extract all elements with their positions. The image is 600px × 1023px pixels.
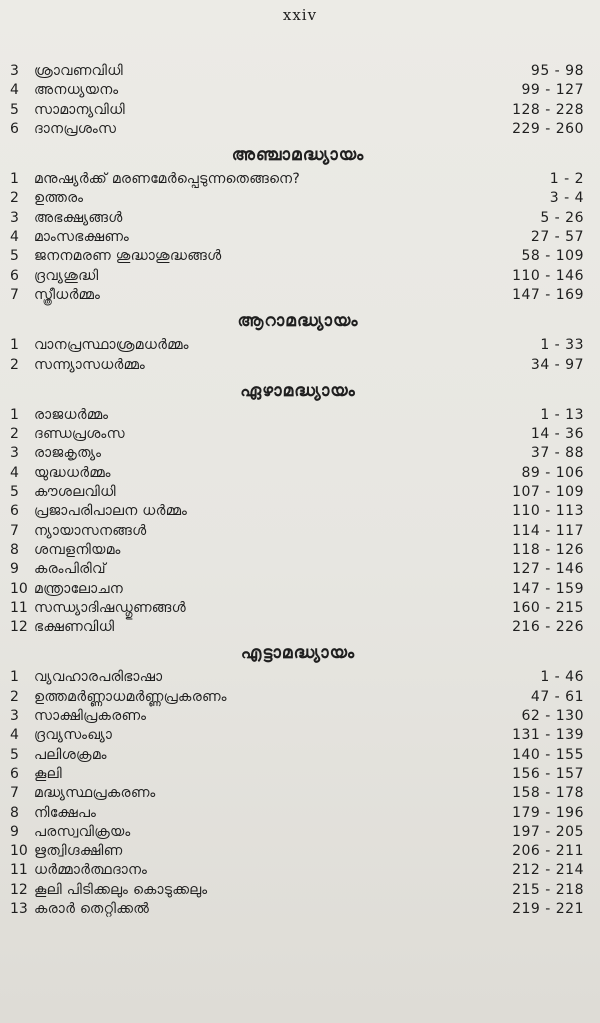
- entry-number: 8: [10, 804, 19, 821]
- entry-page-range: 34 - 97: [530, 356, 584, 373]
- entry-page-range: 99 - 127: [521, 82, 584, 99]
- entry-title: ഋത്വിഗ്ദക്ഷിണ: [34, 843, 123, 860]
- entry-title: അഭക്ഷ്യങ്ങൾ: [34, 209, 123, 226]
- entry-number: 6: [10, 765, 19, 782]
- entry-title: യുദ്ധധർമ്മം: [34, 464, 111, 481]
- entry-page-range: 5 - 26: [540, 209, 584, 226]
- toc-entry: [10, 425, 586, 444]
- toc-entry: [10, 784, 586, 803]
- entry-title: രാജധർമ്മം: [34, 406, 109, 423]
- entry-number: 1: [10, 337, 19, 354]
- toc-entry: [10, 726, 586, 745]
- toc-entry: [10, 120, 586, 139]
- entry-title: മാംസഭക്ഷണം: [34, 229, 130, 246]
- entry-page-range: 215 - 218: [512, 881, 584, 898]
- entry-page-range: 37 - 88: [530, 445, 584, 462]
- entry-number: 1: [10, 406, 19, 423]
- entry-title: ദാനപ്രശംസ: [34, 120, 117, 137]
- entry-number: 2: [10, 426, 19, 443]
- entry-page-range: 110 - 113: [512, 503, 584, 520]
- entry-number: 3: [10, 209, 19, 226]
- toc-entry: [10, 228, 586, 247]
- toc-entry: [10, 861, 586, 880]
- entry-number: 9: [10, 823, 19, 840]
- toc-entry: [10, 336, 586, 355]
- entry-title: പലിശക്രമം: [34, 746, 107, 763]
- entry-title: രാജകൃത്യം: [34, 445, 102, 462]
- entry-page-range: 114 - 117: [512, 522, 584, 539]
- entry-number: 7: [10, 785, 19, 802]
- toc-entry: [10, 688, 586, 707]
- toc-entry: [10, 267, 586, 286]
- chapter-heading: എട്ടാമദ്ധ്യായം: [240, 643, 356, 664]
- entry-title: കരംപിരിവ്: [34, 561, 106, 578]
- entry-page-range: 147 - 169: [512, 286, 584, 303]
- entry-number: 5: [10, 484, 19, 501]
- entry-page-range: 219 - 221: [512, 900, 584, 917]
- chapter-heading: അഞ്ചാമദ്ധ്യായം: [231, 145, 365, 166]
- entry-number: 8: [10, 541, 19, 558]
- entry-title: സന്ന്യാസധർമ്മം: [34, 356, 146, 373]
- entry-title: ജനനമരണ ശുദ്ധാശുദ്ധങ്ങൾ: [34, 248, 222, 265]
- entry-title: മനുഷ്യർക്ക് മരണമേർപ്പെടുന്നതെങ്ങനെ?: [34, 171, 301, 188]
- toc-entry: [10, 464, 586, 483]
- toc-entry: [10, 618, 586, 637]
- entry-title: നിക്ഷേപം: [34, 804, 97, 821]
- entry-title: ന്യായാസനങ്ങൾ: [34, 522, 147, 539]
- entry-page-range: 95 - 98: [530, 63, 584, 79]
- entry-number: 4: [10, 82, 19, 99]
- entry-number: 5: [10, 248, 19, 265]
- toc-entry: [10, 101, 586, 120]
- entry-title: ശമ്പളനിയമം: [34, 541, 121, 558]
- toc-entry: [10, 406, 586, 425]
- entry-title: ധർമ്മാർത്ഥദാനം: [34, 862, 148, 879]
- entry-page-range: 58 - 109: [521, 248, 584, 265]
- entry-title: ദ്രവ്യസംഖ്യാ: [34, 727, 113, 744]
- toc-entry: [10, 81, 586, 100]
- table-of-contents: [10, 62, 586, 919]
- toc-entry: [10, 900, 586, 919]
- entry-number: 4: [10, 464, 19, 481]
- entry-number: 4: [10, 727, 19, 744]
- toc-entry: [10, 62, 586, 81]
- entry-title: മദ്ധ്യസ്ഥപ്രകരണം: [34, 785, 156, 802]
- entry-page-range: 147 - 159: [512, 580, 584, 597]
- entry-number: 2: [10, 688, 19, 705]
- toc-entry: [10, 209, 586, 228]
- entry-number: 7: [10, 522, 19, 539]
- entry-title: ഭക്ഷണവിധി: [34, 619, 115, 636]
- entry-number: 2: [10, 190, 19, 207]
- entry-title: സന്ധ്യാദിഷഡ്ഗുണങ്ങൾ: [34, 599, 186, 616]
- page-number: xxiv: [282, 6, 318, 24]
- toc-entry: [10, 444, 586, 463]
- entry-number: 10: [10, 843, 28, 860]
- entry-title: ദണ്ഡപ്രശംസ: [34, 426, 125, 443]
- entry-page-range: 229 - 260: [512, 120, 584, 137]
- entry-title: പരസ്വവിക്രയം: [34, 823, 131, 840]
- entry-page-range: 47 - 61: [530, 688, 584, 705]
- entry-number: 10: [10, 580, 28, 597]
- toc-entry: [10, 823, 586, 842]
- entry-number: 3: [10, 63, 19, 79]
- entry-number: 9: [10, 561, 19, 578]
- entry-page-range: 179 - 196: [512, 804, 584, 821]
- entry-number: 11: [10, 599, 28, 616]
- toc-entry: [10, 483, 586, 502]
- entry-number: 12: [10, 619, 28, 636]
- entry-page-range: 89 - 106: [521, 464, 584, 481]
- entry-page-range: 1 - 46: [540, 669, 584, 686]
- entry-page-range: 110 - 146: [512, 267, 584, 284]
- entry-page-range: 118 - 126: [512, 541, 584, 558]
- entry-title: പ്രജാപരിപാലന ധർമ്മം: [34, 503, 188, 520]
- entry-title: കരാർ തെറ്റിക്കൽ: [34, 900, 150, 917]
- entry-number: 5: [10, 101, 19, 118]
- entry-title: വ്യവഹാരപരിഭാഷാ: [34, 669, 163, 686]
- entry-page-range: 156 - 157: [512, 765, 584, 782]
- toc-entry: [10, 170, 586, 189]
- entry-number: 11: [10, 862, 28, 879]
- entry-number: 7: [10, 286, 19, 303]
- entry-page-range: 140 - 155: [512, 746, 584, 763]
- toc-entry: [10, 189, 586, 208]
- entry-title: കൂലി പിടിക്കലും കൊടുക്കലും: [34, 881, 208, 898]
- entry-title: വാനപ്രസ്ഥാശ്രമധർമ്മം: [34, 337, 189, 354]
- entry-page-range: 160 - 215: [512, 599, 584, 616]
- entry-number: 4: [10, 229, 19, 246]
- entry-number: 6: [10, 267, 19, 284]
- entry-number: 12: [10, 881, 28, 898]
- toc-entry: [10, 560, 586, 579]
- toc-entry: [10, 746, 586, 765]
- entry-page-range: 62 - 130: [521, 708, 584, 725]
- entry-page-range: 1 - 2: [549, 171, 584, 188]
- entry-page-range: 1 - 13: [540, 406, 584, 423]
- entry-page-range: 206 - 211: [512, 843, 584, 860]
- entry-number: 1: [10, 171, 19, 188]
- entry-page-range: 158 - 178: [512, 785, 584, 802]
- entry-title: കൂലി: [34, 765, 62, 782]
- toc-entry: [10, 804, 586, 823]
- entry-number: 5: [10, 746, 19, 763]
- entry-page-range: 14 - 36: [530, 426, 584, 443]
- toc-entry: [10, 522, 586, 541]
- entry-number: 1: [10, 669, 19, 686]
- entry-page-range: 27 - 57: [530, 229, 584, 246]
- entry-title: മന്ത്രാലോചന: [34, 580, 124, 597]
- toc-entry: [10, 356, 586, 375]
- entry-title: കൗശലവിധി: [34, 484, 116, 501]
- entry-title: അനധ്യയനം: [34, 82, 119, 99]
- entry-number: 13: [10, 900, 28, 917]
- entry-title: സാക്ഷിപ്രകരണം: [34, 708, 147, 725]
- entry-page-range: 216 - 226: [512, 619, 584, 636]
- toc-entry: [10, 707, 586, 726]
- entry-title: ഉത്തരം: [34, 190, 84, 207]
- entry-number: 6: [10, 120, 19, 137]
- toc-entry: [10, 286, 586, 305]
- entry-number: 2: [10, 356, 19, 373]
- entry-title: ഉത്തമർണ്ണാധമർണ്ണപ്രകരണം: [34, 688, 227, 705]
- toc-entry: [10, 502, 586, 521]
- toc-entry: [10, 580, 586, 599]
- toc-entry: [10, 765, 586, 784]
- entry-number: 3: [10, 445, 19, 462]
- toc-entry: [10, 541, 586, 560]
- toc-entry: [10, 881, 586, 900]
- entry-number: 3: [10, 708, 19, 725]
- entry-number: 6: [10, 503, 19, 520]
- entry-page-range: 197 - 205: [512, 823, 584, 840]
- entry-page-range: 212 - 214: [512, 862, 584, 879]
- toc-entry: [10, 599, 586, 618]
- entry-page-range: 128 - 228: [512, 101, 584, 118]
- chapter-heading: ആറാമദ്ധ്യായം: [237, 311, 359, 332]
- entry-page-range: 3 - 4: [549, 190, 584, 207]
- entry-page-range: 127 - 146: [512, 561, 584, 578]
- toc-entry: [10, 247, 586, 266]
- toc-entry: [10, 668, 586, 687]
- entry-title: സാമാന്യവിധി: [34, 101, 125, 118]
- entry-title: സ്ത്രീധർമ്മം: [34, 286, 101, 303]
- chapter-heading: ഏഴാമദ്ധ്യായം: [240, 380, 356, 401]
- entry-title: ദ്രവ്യശുദ്ധി: [34, 267, 99, 284]
- entry-title: ശ്രാവണവിധി: [34, 63, 123, 79]
- toc-entry: [10, 842, 586, 861]
- entry-page-range: 131 - 139: [512, 727, 584, 744]
- entry-page-range: 107 - 109: [512, 484, 584, 501]
- entry-page-range: 1 - 33: [540, 337, 584, 354]
